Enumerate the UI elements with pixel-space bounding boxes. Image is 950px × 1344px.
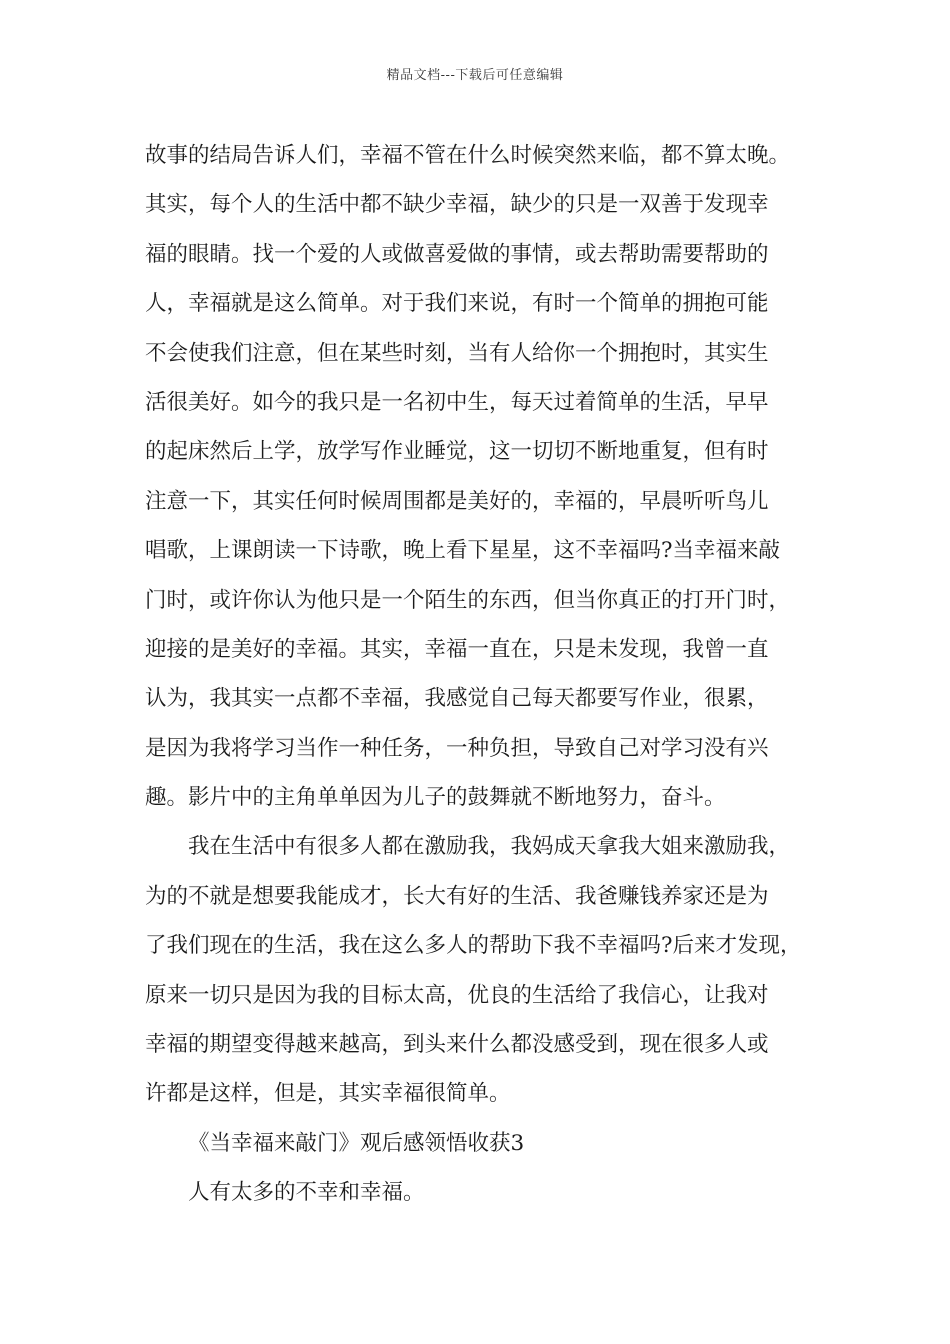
text-line: 的起床然后上学，放学写作业睡觉，这一切切不断地重复，但有时 — [145, 439, 769, 465]
section-heading: 《当幸福来敲门》观后感领悟收获3 — [188, 1130, 525, 1156]
text-line: 原来一切只是因为我的目标太高，优良的生活给了我信心，让我对 — [145, 982, 769, 1008]
text-line: 趣。影片中的主角单单因为儿子的鼓舞就不断地努力，奋斗。 — [145, 785, 726, 811]
text-line: 是因为我将学习当作一种任务，一种负担，导致自己对学习没有兴 — [145, 735, 769, 761]
text-line: 活很美好。如今的我只是一名初中生，每天过着简单的生活，早早 — [145, 389, 769, 415]
document-body — [145, 131, 835, 1218]
text-line: 门时，或许你认为他只是一个陌生的东西，但当你真正的打开门时， — [145, 587, 791, 613]
text-line: 为的不就是想要我能成才，长大有好的生活、我爸赚钱养家还是为 — [145, 883, 769, 909]
text-line: 福的眼睛。找一个爱的人或做喜爱做的事情，或去帮助需要帮助的 — [145, 241, 769, 267]
text-line: 人，幸福就是这么简单。对于我们来说，有时一个简单的拥抱可能 — [145, 291, 769, 317]
text-line: 了我们现在的生活，我在这么多人的帮助下我不幸福吗?后来才发现， — [145, 933, 802, 959]
text-line: 注意一下，其实任何时候周围都是美好的，幸福的，早晨听听鸟儿 — [145, 488, 769, 514]
paragraph-start-line: 我在生活中有很多人都在激励我，我妈成天拿我大姐来激励我， — [188, 834, 791, 860]
page-header: 精品文档---下载后可任意编辑 — [386, 68, 564, 83]
text-line: 唱歌，上课朗读一下诗歌，晚上看下星星，这不幸福吗?当幸福来敲 — [145, 538, 781, 564]
text-line: 认为，我其实一点都不幸福，我感觉自己每天都要写作业，很累， — [145, 686, 769, 712]
text-line: 许都是这样，但是，其实幸福很简单。 — [145, 1081, 511, 1107]
text-line: 故事的结局告诉人们，幸福不管在什么时候突然来临，都不算太晚。 — [145, 143, 791, 168]
paragraph-start-line: 人有太多的不幸和幸福。 — [188, 1180, 425, 1206]
text-line: 不会使我们注意，但在某些时刻，当有人给你一个拥抱时，其实生 — [145, 340, 769, 366]
text-line: 其实，每个人的生活中都不缺少幸福，缺少的只是一双善于发现幸 — [145, 192, 769, 218]
text-line: 迎接的是美好的幸福。其实，幸福一直在，只是未发现，我曾一直 — [145, 636, 769, 662]
text-line: 幸福的期望变得越来越高，到头来什么都没感受到，现在很多人或 — [145, 1032, 769, 1058]
